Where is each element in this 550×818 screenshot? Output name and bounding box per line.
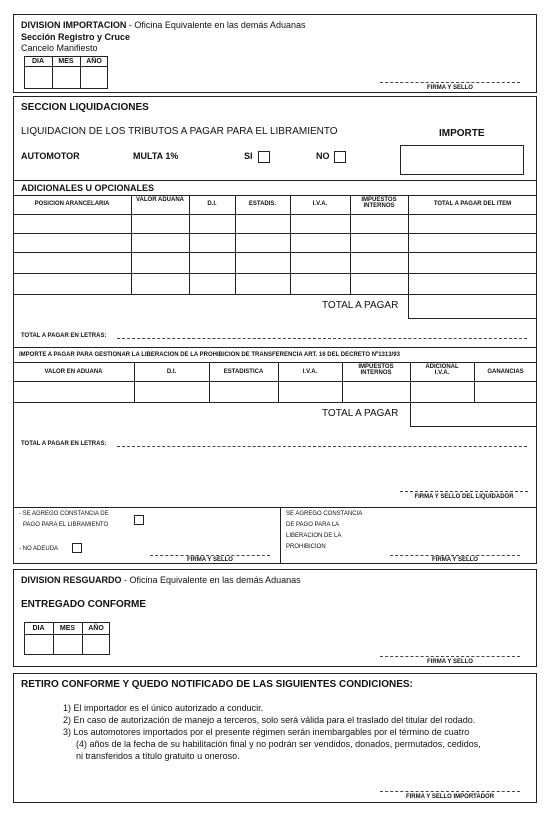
importe-field[interactable] bbox=[400, 145, 524, 175]
total-a-pagar-label-1: TOTAL A PAGAR bbox=[322, 300, 399, 311]
importe-label: IMPORTE bbox=[439, 128, 485, 139]
col-iva-2: I.V.A. bbox=[302, 369, 318, 375]
no-adeuda-label: - NO ADEUDA bbox=[19, 546, 59, 552]
automotor-label: AUTOMOTOR bbox=[21, 151, 80, 161]
resguardo-title-rest: - Oficina Equivalente en las demás Aduanas bbox=[124, 575, 301, 585]
col-estadis: ESTADIS. bbox=[248, 201, 277, 207]
date-ano-field[interactable] bbox=[81, 68, 107, 87]
firma-left-label: FIRMA Y SELLO bbox=[187, 557, 233, 563]
signature-line-right[interactable] bbox=[390, 555, 520, 556]
firma-resguardo-label: FIRMA Y SELLO bbox=[427, 659, 473, 665]
constancia-right-4: PROHIBICION bbox=[286, 544, 326, 550]
multa-label: MULTA 1% bbox=[133, 151, 179, 161]
firma-importador-label: FIRMA Y SELLO IMPORTADOR bbox=[405, 794, 495, 800]
firma-label-1: FIRMA Y SELLO bbox=[427, 85, 473, 91]
col-adicional-iva: ADICIONAL I.V.A. bbox=[425, 364, 459, 376]
total-letras-line-1[interactable] bbox=[117, 338, 527, 339]
condicion-1: 1) El importador es el único autorizado a conducir. bbox=[63, 703, 264, 713]
date2-dia-label: DIA bbox=[32, 625, 45, 632]
title-bold: DIVISION IMPORTACION bbox=[21, 20, 127, 30]
constancia-right-3: LIBERACION DE LA bbox=[286, 533, 342, 539]
signature-line-resguardo[interactable] bbox=[380, 656, 520, 657]
resguardo-title-bold: DIVISION RESGUARDO bbox=[21, 575, 122, 585]
si-label: SI bbox=[244, 151, 253, 161]
firma-liquidador-label: FIRMA Y SELLO DEL LIQUIDADOR bbox=[414, 494, 514, 500]
signature-line-1[interactable] bbox=[380, 82, 520, 83]
firma-right-label: FIRMA Y SELLO bbox=[432, 557, 478, 563]
date-dia-field[interactable] bbox=[25, 68, 51, 87]
date-mes-field[interactable] bbox=[53, 68, 79, 87]
total-letras-label-1: TOTAL A PAGAR EN LETRAS: bbox=[21, 333, 107, 339]
date2-mes-label: MES bbox=[59, 625, 76, 632]
signature-line-liquidador[interactable] bbox=[400, 491, 528, 492]
liberacion-values-row[interactable] bbox=[14, 382, 536, 401]
condicion-2: 2) En caso de autorización de manejo a terceros, solo será válida para el traslado del titular del rodado. bbox=[63, 715, 476, 725]
no-checkbox[interactable] bbox=[334, 151, 346, 163]
signature-line-left[interactable] bbox=[150, 555, 270, 556]
col-iva: I.V.A. bbox=[312, 201, 328, 207]
seccion-registro: Sección Registro y Cruce bbox=[21, 32, 131, 42]
constancia-libramiento-checkbox[interactable] bbox=[134, 515, 144, 525]
total-a-pagar-field-1[interactable] bbox=[409, 295, 536, 317]
no-label: NO bbox=[316, 151, 330, 161]
condicion-3c: ni transferidos a título gratuito u oneroso. bbox=[76, 751, 240, 761]
constancia-right-1: SE AGREGO CONSTANCIA bbox=[286, 511, 363, 517]
date-mes-label: MES bbox=[58, 58, 74, 65]
no-adeuda-checkbox[interactable] bbox=[72, 543, 82, 553]
liquidacion-text: LIQUIDACION DE LOS TRIBUTOS A PAGAR PARA EL LIBRAMIENTO bbox=[21, 126, 338, 137]
date-ano-label: AÑO bbox=[86, 58, 102, 65]
total-letras-label-2: TOTAL A PAGAR EN LETRAS: bbox=[21, 441, 107, 447]
importe-liberacion-title: IMPORTE A PAGAR PARA GESTIONAR LA LIBERACION DE LA PROHIBICION DE TRANSFERENCIA ART. 16 DEL DECRETO Nº1313/93 bbox=[19, 352, 400, 358]
entregado-conforme-label: ENTREGADO CONFORME bbox=[21, 599, 146, 610]
col-di: D.I. bbox=[207, 201, 217, 207]
col-estadistica: ESTADISTICA bbox=[223, 369, 264, 375]
constancia-right-2: DE PAGO PARA LA bbox=[286, 522, 340, 528]
items-grid-area[interactable] bbox=[409, 215, 536, 293]
date-dia-label: DIA bbox=[31, 58, 45, 65]
agrego-constancia-line2: PAGO PARA EL LIBRAMIENTO bbox=[23, 522, 109, 528]
division-resguardo-title bbox=[21, 576, 301, 585]
total-letras-line-2[interactable] bbox=[117, 446, 527, 447]
col-impuestos-2: IMPUESTOS INTERNOS bbox=[358, 364, 394, 376]
col-ganancias: GANANCIAS bbox=[487, 369, 524, 375]
total-a-pagar-field-2[interactable] bbox=[411, 403, 536, 425]
col-valor-en-aduana: VALOR EN ADUANA bbox=[44, 369, 103, 375]
seccion-liquidaciones-title: SECCION LIQUIDACIONES bbox=[21, 102, 149, 113]
col-valor-aduana: VALOR ADUANA bbox=[136, 197, 184, 203]
condicion-3a: 3) Los automotores importados por el presente régimen serán inembargables por el término de cuatro bbox=[63, 727, 470, 737]
condicion-3b: (4) años de la fecha de su habilitación final y no podrán ser vendidos, donados, permutados, cedidos, bbox=[76, 739, 481, 749]
date2-dia-field[interactable] bbox=[25, 636, 52, 654]
title-rest: - Oficina Equivalente en las demás Aduanas bbox=[128, 20, 306, 30]
cancelo-manifiesto: Cancelo Manifiesto bbox=[21, 43, 98, 53]
col-total-item: TOTAL A PAGAR DEL ITEM bbox=[433, 201, 512, 207]
col-impuestos: IMPUESTOS INTERNOS bbox=[361, 197, 397, 209]
retiro-conforme-title: RETIRO CONFORME Y QUEDO NOTIFICADO DE LAS SIGUIENTES CONDICIONES: bbox=[21, 679, 413, 690]
date2-ano-label: AÑO bbox=[88, 625, 104, 632]
col-posicion: POSICION ARANCELARIA bbox=[34, 201, 110, 207]
total-a-pagar-label-2: TOTAL A PAGAR bbox=[322, 408, 399, 419]
division-importacion-title bbox=[21, 21, 305, 30]
adicionales-title: ADICIONALES U OPCIONALES bbox=[21, 183, 155, 193]
col-di-2: D.I. bbox=[166, 369, 177, 375]
agrego-constancia-line1: - SE AGREGO CONSTANCIA DE bbox=[19, 511, 109, 517]
date2-mes-field[interactable] bbox=[54, 636, 81, 654]
section-retiro-conforme bbox=[13, 673, 537, 803]
date2-ano-field[interactable] bbox=[83, 636, 109, 654]
si-checkbox[interactable] bbox=[258, 151, 270, 163]
signature-line-importador[interactable] bbox=[380, 791, 520, 792]
